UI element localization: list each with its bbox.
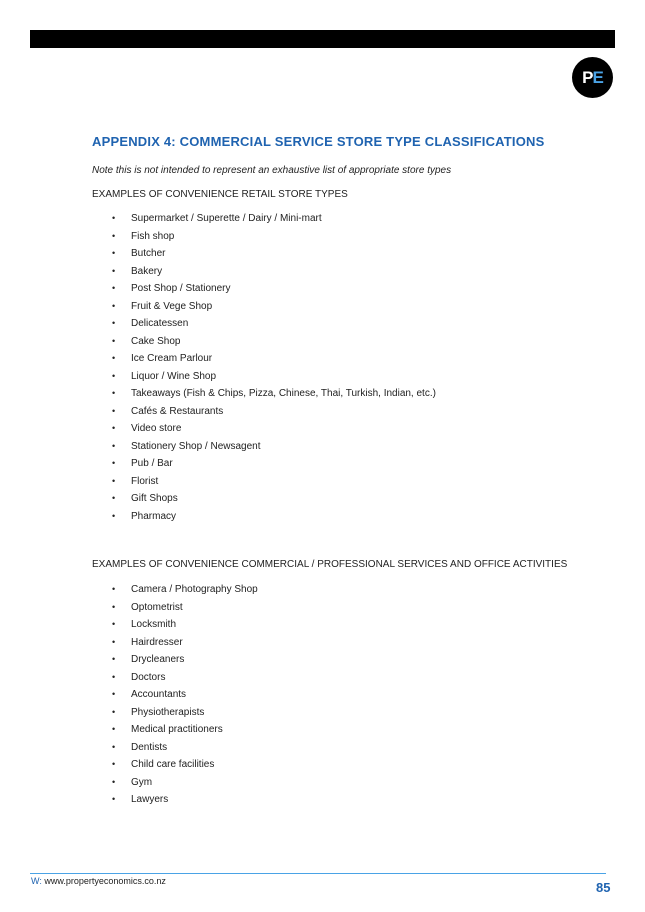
logo-letter-p: P <box>582 67 593 87</box>
list-item <box>0 704 258 722</box>
bullet-icon: • <box>112 689 116 699</box>
bullet-icon: • <box>112 213 116 223</box>
list-item <box>0 721 258 739</box>
header-bar <box>30 30 615 48</box>
bullet-icon: • <box>112 335 116 346</box>
list-item-text: Takeaways (Fish & Chips, Pizza, Chinese, Thai, Turkish, Indian, etc.) <box>131 388 436 399</box>
list-item-text: Medical practitioners <box>131 724 223 735</box>
list-item-text: Gym <box>131 776 153 788</box>
list-item <box>0 280 436 298</box>
footer-divider <box>30 873 606 874</box>
bullet-icon: • <box>112 300 116 311</box>
list-item-text: Stationery Shop / Newsagent <box>131 440 261 452</box>
website-label: W: <box>31 876 42 886</box>
bullet-icon: • <box>112 423 116 433</box>
bullet-icon: • <box>112 388 116 398</box>
list-item <box>0 791 258 809</box>
list-item-text: Supermarket / Superette / Dairy / Mini-mart <box>131 213 322 224</box>
bullet-icon: • <box>112 724 116 734</box>
website-url: www.propertyeconomics.co.nz <box>44 876 166 886</box>
list-item-text: Liquor / Wine Shop <box>131 370 217 382</box>
list-item-text: Bakery <box>131 265 163 277</box>
bullet-icon: • <box>112 370 116 381</box>
list-item-text: Video store <box>131 423 182 434</box>
list-item <box>0 739 258 757</box>
list-item-text: Doctors <box>131 671 166 683</box>
bullet-icon: • <box>112 584 116 594</box>
bullet-icon: • <box>112 440 116 451</box>
list-item-text: Post Shop / Stationery <box>131 283 231 294</box>
bullet-icon: • <box>112 493 116 503</box>
logo-letter-e: E <box>592 67 603 87</box>
bullet-icon: • <box>112 510 116 521</box>
bullet-icon: • <box>112 405 116 416</box>
bullet-icon: • <box>112 230 116 241</box>
list-item-text: Butcher <box>131 248 166 259</box>
list-item-text: Gift Shops <box>131 493 178 504</box>
bullet-icon: • <box>112 619 116 629</box>
bullet-icon: • <box>112 458 116 468</box>
list-item-text: Camera / Photography Shop <box>131 584 258 595</box>
list-item-text: Optometrist <box>131 601 183 613</box>
bullet-icon: • <box>112 794 116 804</box>
bullet-icon: • <box>112 636 116 647</box>
list-item <box>0 455 436 473</box>
list-item <box>0 438 436 456</box>
list-item <box>0 420 436 438</box>
list-item <box>0 245 436 263</box>
list-item-text: Delicatessen <box>131 318 189 329</box>
list-item <box>0 669 258 687</box>
list-item <box>0 634 258 652</box>
list-item-text: Pharmacy <box>131 510 177 522</box>
page-title: APPENDIX 4: COMMERCIAL SERVICE STORE TYPE CLASSIFICATIONS <box>92 134 545 149</box>
list-item-text: Cafés & Restaurants <box>131 405 224 417</box>
section-heading-retail: EXAMPLES OF CONVENIENCE RETAIL STORE TYPES <box>92 189 348 200</box>
list-item <box>0 774 258 792</box>
list-item-text: Fish shop <box>131 230 175 242</box>
bullet-icon: • <box>112 671 116 682</box>
list-item-text: Physiotherapists <box>131 706 205 718</box>
bullet-icon: • <box>112 759 116 769</box>
services-list <box>0 581 258 809</box>
list-item-text: Drycleaners <box>131 654 185 665</box>
list-item <box>0 490 436 508</box>
retail-store-list <box>0 210 436 525</box>
bullet-icon: • <box>112 706 116 717</box>
section-heading-services: EXAMPLES OF CONVENIENCE COMMERCIAL / PROFESSIONAL SERVICES AND OFFICE ACTIVITIES <box>92 559 568 570</box>
list-item <box>0 599 258 617</box>
list-item-text: Florist <box>131 475 159 487</box>
bullet-icon: • <box>112 283 116 293</box>
list-item <box>0 651 258 669</box>
list-item <box>0 581 258 599</box>
bullet-icon: • <box>112 318 116 328</box>
bullet-icon: • <box>112 741 116 752</box>
bullet-icon: • <box>112 265 116 276</box>
list-item-text: Hairdresser <box>131 636 183 648</box>
page-number: 85 <box>596 880 611 895</box>
bullet-icon: • <box>112 248 116 258</box>
property-economics-logo <box>572 57 613 98</box>
list-item-text: Accountants <box>131 689 187 700</box>
list-item <box>0 403 436 421</box>
list-item <box>0 756 258 774</box>
note-text: Note this is not intended to represent an exhaustive list of appropriate store types <box>92 165 452 176</box>
list-item <box>0 508 436 526</box>
bullet-icon: • <box>112 601 116 612</box>
bullet-icon: • <box>112 776 116 787</box>
list-item <box>0 350 436 368</box>
list-item <box>0 616 258 634</box>
list-item <box>0 333 436 351</box>
list-item <box>0 210 436 228</box>
list-item-text: Ice Cream Parlour <box>131 353 213 364</box>
list-item <box>0 298 436 316</box>
list-item-text: Pub / Bar <box>131 458 173 469</box>
list-item-text: Fruit & Vege Shop <box>131 300 213 312</box>
list-item-text: Locksmith <box>131 619 177 630</box>
list-item-text: Cake Shop <box>131 335 181 347</box>
list-item <box>0 473 436 491</box>
bullet-icon: • <box>112 353 116 363</box>
bullet-icon: • <box>112 475 116 486</box>
list-item <box>0 368 436 386</box>
list-item-text: Dentists <box>131 741 168 753</box>
list-item <box>0 228 436 246</box>
list-item-text: Lawyers <box>131 794 169 805</box>
footer-website <box>31 876 166 886</box>
bullet-icon: • <box>112 654 116 664</box>
list-item-text: Child care facilities <box>131 759 215 770</box>
list-item <box>0 263 436 281</box>
list-item <box>0 385 436 403</box>
list-item <box>0 315 436 333</box>
list-item <box>0 686 258 704</box>
